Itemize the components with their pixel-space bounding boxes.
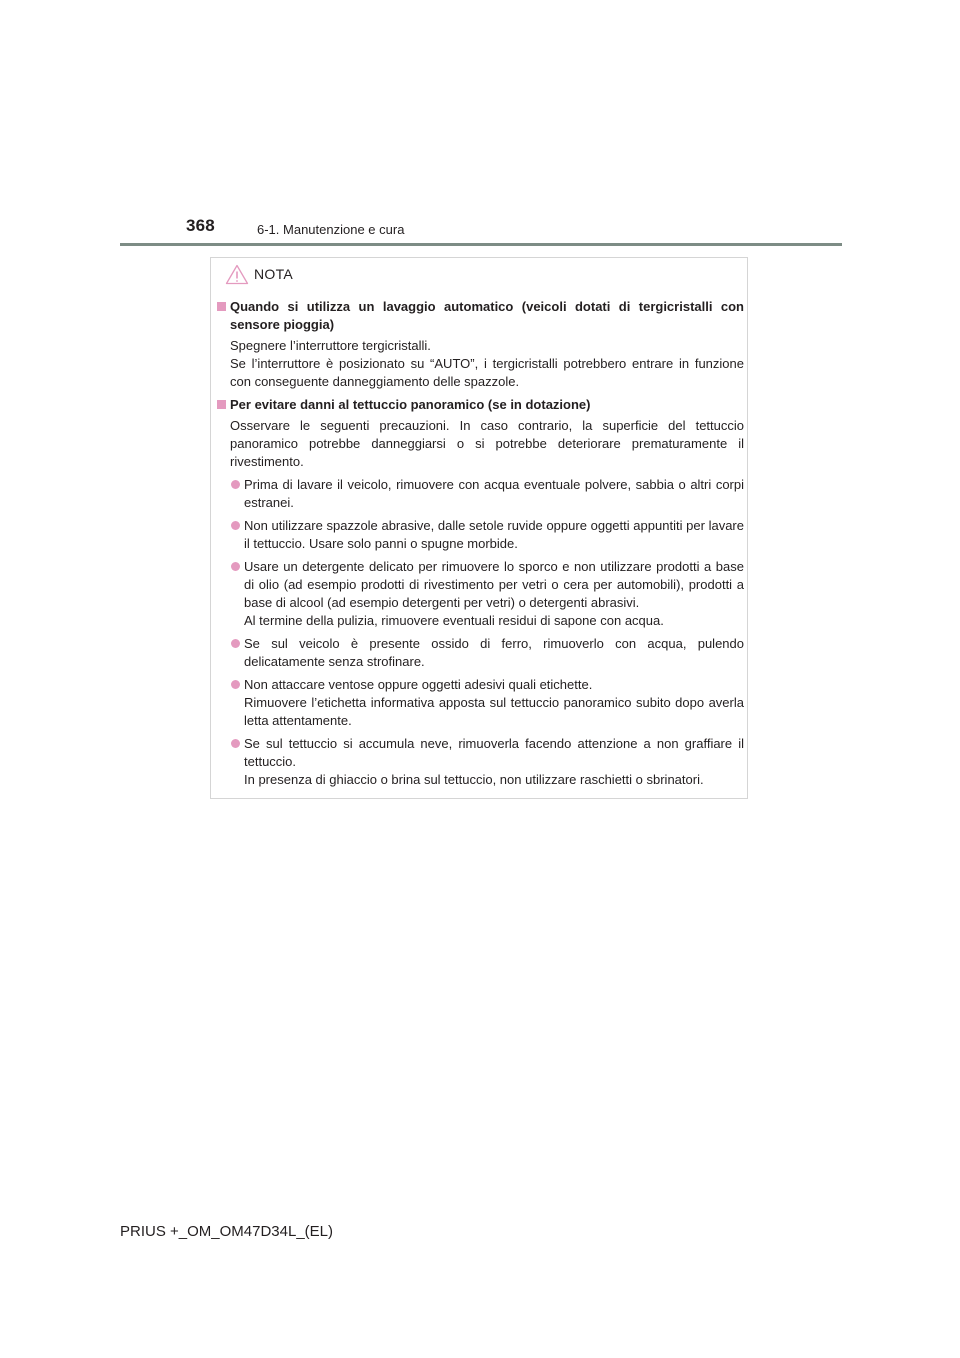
list-item-text: In presenza di ghiaccio o brina sul tettuccio, non utilizzare raschietti o sbrinatori. <box>244 772 704 787</box>
list-item-text: Se sul tettuccio si accumula neve, rimuoverla facendo attenzione a non graffiare il tettuccio. <box>244 736 744 769</box>
circle-bullet-icon <box>231 639 240 648</box>
circle-bullet-icon <box>231 680 240 689</box>
circle-bullet-icon <box>231 562 240 571</box>
paragraph-line: Se l’interruttore è posizionato su “AUTO”, i tergicristalli potrebbero entrare in funzione con conseguente danneggiamento delle spazzole. <box>230 356 744 389</box>
note-title: NOTA <box>254 266 294 282</box>
list-item <box>231 676 744 730</box>
circle-bullet-icon <box>231 480 240 489</box>
header-rule <box>120 243 842 246</box>
note-header <box>225 262 293 286</box>
list-item <box>231 635 744 671</box>
list-item-text: Se sul veicolo è presente ossido di ferro, rimuoverlo con acqua, pulendo delicatamente senza strofinare. <box>244 636 744 669</box>
note-body <box>217 298 744 789</box>
list-item-text: Al termine della pulizia, rimuovere eventuali residui di sapone con acqua. <box>244 613 664 628</box>
list-item-text: Rimuovere l’etichetta informativa apposta sul tettuccio panoramico subito dopo averla letta attentamente. <box>244 695 744 728</box>
circle-bullet-icon <box>231 521 240 530</box>
list-item <box>231 735 744 789</box>
list-item <box>231 476 744 512</box>
paragraph <box>230 417 744 471</box>
list-item-text: Prima di lavare il veicolo, rimuovere con acqua eventuale polvere, sabbia o altri corpi estranei. <box>244 477 744 510</box>
warning-triangle-icon <box>225 264 249 285</box>
note-section-heading <box>217 298 744 334</box>
paragraph-line: Spegnere l’interruttore tergicristalli. <box>230 338 431 353</box>
note-section-heading <box>217 396 744 414</box>
circle-bullet-icon <box>231 739 240 748</box>
page-number: 368 <box>186 216 215 235</box>
paragraph <box>230 337 744 391</box>
list-item <box>231 517 744 553</box>
list-item <box>231 558 744 630</box>
footer-document-code: PRIUS +_OM_OM47D34L_(EL) <box>120 1223 334 1240</box>
list-item-text: Non utilizzare spazzole abrasive, dalle setole ruvide oppure oggetti appuntiti per lavare il tettuccio. Usare solo panni o spugne morbide. <box>244 518 744 551</box>
square-bullet-icon <box>217 400 226 409</box>
paragraph-line: Osservare le seguenti precauzioni. In caso contrario, la superficie del tettuccio panoramico potrebbe danneggiarsi o si potrebbe deteriorare prematuramente il rivestimento. <box>230 418 744 469</box>
list-item-text: Non attaccare ventose oppure oggetti adesivi quali etichette. <box>244 677 593 692</box>
heading-text: Quando si utilizza un lavaggio automatico (veicoli dotati di tergicristalli con sensore pioggia) <box>230 299 744 332</box>
section-title: 6-1. Manutenzione e cura <box>257 222 405 237</box>
square-bullet-icon <box>217 302 226 311</box>
note-box <box>210 257 748 799</box>
heading-text: Per evitare danni al tettuccio panoramico (se in dotazione) <box>230 397 591 412</box>
list-item-text: Usare un detergente delicato per rimuovere lo sporco e non utilizzare prodotti a base di olio (ad esempio prodotti di rivestimento per vetri o cera per automobili), prodotti a base di alcool (ad esempio detergenti per vetri) o detergenti abrasivi. <box>244 559 744 610</box>
